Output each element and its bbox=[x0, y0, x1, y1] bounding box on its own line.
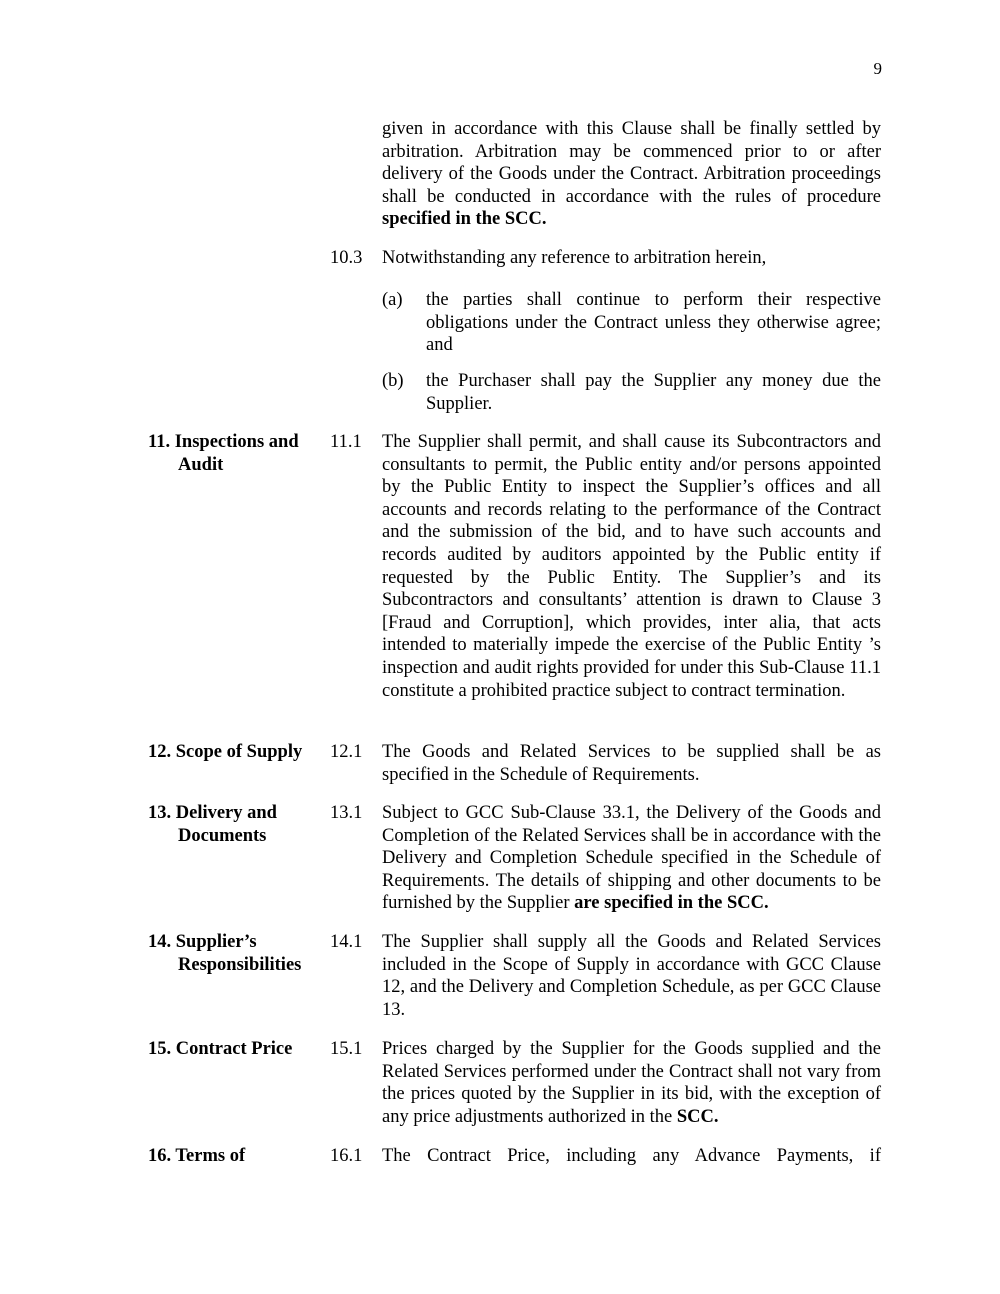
section-12-heading-line1: 12. Scope of Supply bbox=[148, 742, 303, 762]
section-15-text bbox=[382, 1038, 881, 1128]
section-15-bold: SCC. bbox=[676, 1106, 719, 1127]
item-b-text: the Purchaser shall pay the Supplier any money due the Supplier. bbox=[426, 371, 881, 414]
section-13-text bbox=[382, 802, 881, 915]
section-14-heading-line2: Responsibilities bbox=[178, 954, 302, 975]
item-a-label: (a) bbox=[382, 290, 403, 310]
section-12-number: 12.1 bbox=[330, 742, 363, 762]
section-12-text bbox=[382, 741, 881, 786]
section-13-heading-line2: Documents bbox=[178, 825, 267, 846]
section-11-text bbox=[382, 431, 881, 702]
clause-10-3-text: Notwithstanding any reference to arbitration herein, bbox=[382, 248, 767, 268]
section-13-bold: are specified in the SCC. bbox=[574, 893, 769, 914]
section-16-heading bbox=[148, 1145, 328, 1168]
section-13-number: 13.1 bbox=[330, 803, 363, 823]
item-b-label: (b) bbox=[382, 371, 404, 391]
section-15-heading-line1: 15. Contract Price bbox=[148, 1039, 293, 1059]
section-11-number: 11.1 bbox=[330, 432, 362, 452]
section-14-heading-line1: 14. Supplier’s bbox=[148, 932, 257, 952]
page-number: 9 bbox=[873, 59, 882, 78]
clause-10-3-number: 10.3 bbox=[330, 248, 363, 268]
section-16-heading-line1: 16. Terms of bbox=[148, 1146, 246, 1166]
section-16-text bbox=[382, 1145, 881, 1168]
section-14-heading bbox=[148, 931, 328, 976]
section-16-body: The Contract Price, including any Advance Payments, if bbox=[382, 1146, 881, 1166]
section-15-heading bbox=[148, 1038, 328, 1061]
section-11-heading-line1: 11. Inspections and bbox=[148, 432, 299, 452]
carryover-bold: specified in the SCC. bbox=[382, 209, 547, 230]
section-11-heading bbox=[148, 431, 328, 476]
section-13-heading-line1: 13. Delivery and bbox=[148, 803, 277, 823]
section-14-text bbox=[382, 931, 881, 1021]
section-15-number: 15.1 bbox=[330, 1039, 363, 1059]
section-13-body: Subject to GCC Sub-Clause 33.1, the Delivery of the Goods and Completion of the Related Services shall be in accordance with the Delivery and Completion Schedule specified in the Schedule of Requirements. The details of shipping and other documents to be furnished by the Supplier bbox=[382, 803, 881, 914]
carryover-text: given in accordance with this Clause shall be finally settled by arbitration. Arbitration may be commenced prior to or after delivery of the Goods under the Contract. Arbitration proceedings shall be conducted in accordance with the rules of procedure bbox=[382, 119, 881, 207]
item-a-text: the parties shall continue to perform their respective obligations under the Contract unless they otherwise agree; and bbox=[426, 290, 881, 356]
carryover-paragraph bbox=[382, 118, 881, 231]
section-11-heading-line2: Audit bbox=[178, 454, 224, 475]
section-15-body: Prices charged by the Supplier for the Goods supplied and the Related Services performed under the Contract shall not vary from the prices quoted by the Supplier in its bid, with the exception of any price adjustments authorized in the bbox=[382, 1039, 881, 1127]
section-12-heading bbox=[148, 741, 328, 764]
section-16-number: 16.1 bbox=[330, 1146, 363, 1166]
section-14-number: 14.1 bbox=[330, 932, 363, 952]
section-11-body: The Supplier shall permit, and shall cause its Subcontractors and consultants to permit, the Public entity and/or persons appointed by the Public Entity to inspect the Supplier’s offices and all accounts and records relating to the performance of the Contract and the submission of the bid, and to have such accounts and records audited by auditors appointed by the Public entity if requested by the Public Entity. The Supplier’s and its Subcontractors and consultants’ attention is drawn to Clause 3 [Fraud and Corruption], which provides, inter alia, that acts intended to materially impede the exercise of the Public Entity ’s inspection and audit rights provided for under this Sub-Clause 11.1 constitute a prohibited practice subject to contract termination. bbox=[382, 432, 881, 701]
section-13-heading bbox=[148, 802, 328, 847]
section-12-body: The Goods and Related Services to be supplied shall be as specified in the Schedule of Requirements. bbox=[382, 742, 881, 785]
section-14-body: The Supplier shall supply all the Goods and Related Services included in the Scope of Supply in accordance with GCC Clause 12, and the Delivery and Completion Schedule, as per GCC Clause 13. bbox=[382, 932, 881, 1020]
